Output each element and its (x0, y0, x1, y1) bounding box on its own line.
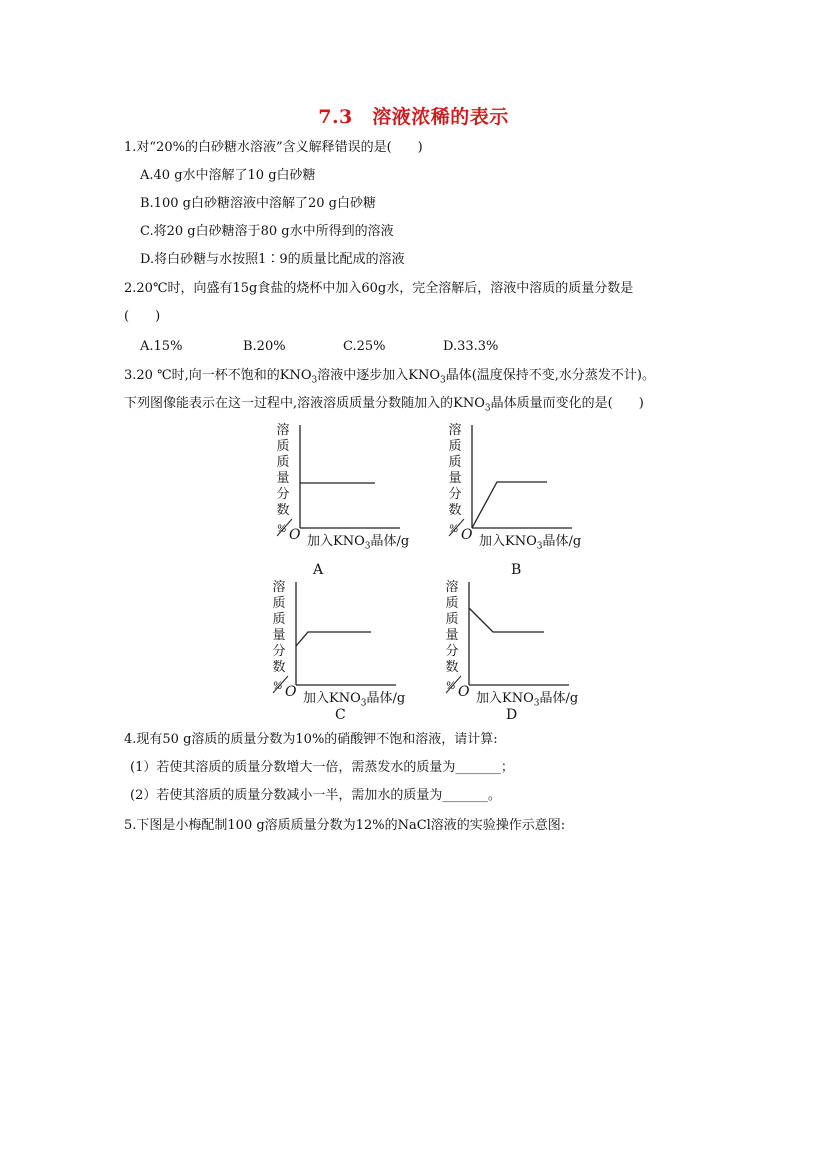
q2-option-c: C.25% (343, 339, 386, 354)
origin-label: O (458, 684, 470, 700)
graph-a (275, 423, 445, 578)
graph-b-curve (472, 482, 547, 528)
graph-d-plot (444, 580, 614, 700)
x-axis-label: 加入$KNO_3$晶体/g (476, 691, 579, 709)
q5-stem: 5.下图是小梅配制100 g溶质质量分数为12%的NaCl溶液的实验操作示意图: (124, 818, 566, 833)
y-axis-label: 溶 质 质 量 分 数 (448, 423, 462, 518)
graph-c (271, 580, 441, 735)
y-axis-unit: % (277, 524, 287, 535)
page-title: 7.3 溶液浓稀的表示 (318, 106, 509, 128)
q1-stem: 1.对“20%的白砂糖水溶液”含义解释错误的是( ) (124, 140, 423, 155)
x-axis-label: 加入$KNO_3$晶体/g (479, 534, 582, 552)
q1-option-b: B.100 g白砂糖溶液中溶解了20 g白砂糖 (140, 196, 376, 211)
q4-stem: 4.现有50 g溶质的质量分数为10%的硝酸钾不饱和溶液，请计算: (124, 732, 498, 747)
q4-part-1: (1）若使其溶质的质量分数增大一倍，需蒸发水的质量为_______； (130, 760, 514, 775)
graph-d-curve (469, 608, 544, 632)
graph-caption-c: C (335, 707, 346, 723)
y-axis-label: 溶 质 质 量 分 数 (272, 580, 286, 675)
q1-option-c: C.将20 g白砂糖溶于80 g水中所得到的溶液 (140, 224, 394, 239)
q3-stem-line1: 3.20 ℃时,向一杯不饱和的$KNO_3$溶液中逐步加入$KNO_3$晶体(温度保持不变,水分蒸发不计)。 (124, 368, 655, 386)
q4-part-2: (2）若使其溶质的质量分数减小一半，需加水的质量为_______。 (130, 788, 501, 803)
y-axis-label: 溶 质 质 量 分 数 (276, 423, 290, 518)
graph-d (444, 580, 614, 735)
graph-a-plot (275, 423, 445, 543)
x-axis-label: 加入$KNO_3$晶体/g (303, 691, 406, 709)
y-axis-label: 溶 质 质 量 分 数 (445, 580, 459, 675)
y-axis-unit: % (449, 524, 459, 535)
origin-label: O (461, 527, 473, 543)
q2-option-a: A.15% (140, 339, 183, 354)
q1-option-d: D.将白砂糖与水按照1∶9的质量比配成的溶液 (140, 252, 405, 267)
graph-caption-b: B (511, 562, 522, 578)
origin-label: O (285, 684, 297, 700)
graph-caption-d: D (506, 707, 518, 723)
q2-stem-paren: ( ) (124, 309, 161, 324)
graph-c-curve (296, 632, 371, 646)
graph-b (447, 423, 617, 578)
q3-stem-line2: 下列图像能表示在这一过程中,溶液溶质质量分数随加入的$KNO_3$晶体质量而变化的是( ) (124, 396, 644, 414)
graph-b-plot (447, 423, 617, 543)
q1-option-a: A.40 g水中溶解了10 g白砂糖 (140, 168, 316, 183)
origin-label: O (289, 527, 301, 543)
q2-stem: 2.20℃时，向盛有15g食盐的烧杯中加入60g水，完全溶解后，溶液中溶质的质量分数是 (124, 281, 634, 296)
graph-caption-a: A (313, 562, 324, 578)
y-axis-unit: % (446, 681, 456, 692)
x-axis-label: 加入$KNO_3$晶体/g (307, 534, 410, 552)
q2-option-b: B.20% (243, 339, 286, 354)
graph-c-plot (271, 580, 441, 700)
q2-option-d: D.33.3% (443, 339, 499, 354)
y-axis-unit: % (273, 681, 283, 692)
